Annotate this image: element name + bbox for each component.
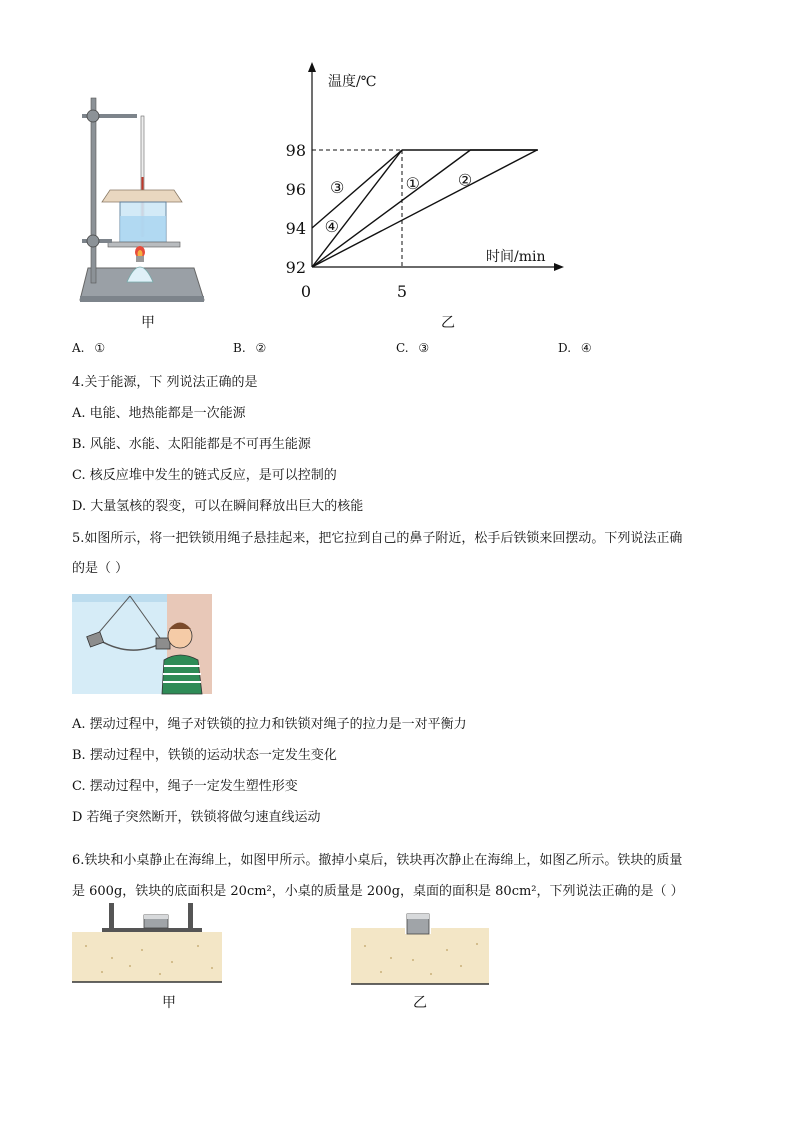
x-axis-label: 时间/min bbox=[486, 249, 546, 265]
heating-apparatus-figure bbox=[72, 92, 207, 307]
sponge-block-figure-yi bbox=[351, 900, 491, 986]
q3-option-a[interactable] bbox=[72, 341, 105, 355]
pendulum-lock-figure bbox=[72, 594, 212, 694]
q5-stem-line2: 的是（ ） bbox=[72, 561, 129, 576]
q5-option-c[interactable]: C. 摆动过程中，绳子一定发生塑性形变 bbox=[72, 779, 298, 794]
x-axis-arrow bbox=[554, 263, 564, 271]
q3-option-c-letter: C. bbox=[396, 341, 409, 355]
y-tick-label: 98 bbox=[285, 141, 306, 160]
q3-option-b-letter: B. bbox=[233, 341, 246, 355]
q4-option-b[interactable]: B. 风能、水能、太阳能都是不可再生能源 bbox=[72, 437, 311, 452]
q3-option-d-text: ④ bbox=[580, 341, 592, 355]
q3-option-d-letter: D. bbox=[558, 341, 572, 355]
q6-fig-yi-label: 乙 bbox=[413, 995, 427, 1011]
series-label-1: ① bbox=[405, 174, 420, 194]
figure-yi-label: 乙 bbox=[441, 315, 455, 331]
q6-fig-jia-label: 甲 bbox=[162, 995, 176, 1011]
q3-option-c[interactable] bbox=[396, 341, 429, 355]
temperature-time-chart bbox=[285, 62, 590, 302]
q5-stem-line1: 5.如图所示，将一把铁锁用绳子悬挂起来，把它拉到自己的鼻子附近，松手后铁锁来回摆动。下列说法正确 bbox=[72, 531, 683, 546]
y-axis-arrow bbox=[308, 62, 316, 72]
origin-label: 0 bbox=[300, 282, 312, 301]
q4-stem: 4.关于能源，下 列说法正确的是 bbox=[72, 375, 258, 390]
x-tick-label: 5 bbox=[396, 282, 408, 301]
series-line-4 bbox=[312, 150, 402, 267]
q5-option-d[interactable]: D 若绳子突然断开，铁锁将做匀速直线运动 bbox=[72, 810, 321, 825]
q5-option-a[interactable]: A. 摆动过程中，绳子对铁锁的拉力和铁锁对绳子的拉力是一对平衡力 bbox=[72, 717, 467, 732]
q6-stem-line1: 6.铁块和小桌静止在海绵上，如图甲所示。撤掉小桌后，铁块再次静止在海绵上，如图乙所示。铁块的质量 bbox=[72, 853, 683, 868]
q3-option-b-text: ② bbox=[255, 341, 267, 355]
series-label-3: ③ bbox=[330, 178, 345, 198]
q4-option-a[interactable]: A. 电能、地热能都是一次能源 bbox=[72, 406, 246, 421]
q4-option-c[interactable]: C. 核反应堆中发生的链式反应，是可以控制的 bbox=[72, 468, 337, 483]
y-tick-label: 96 bbox=[285, 180, 306, 199]
y-tick-label: 94 bbox=[285, 219, 306, 238]
y-tick-label: 92 bbox=[285, 258, 306, 277]
q3-option-d[interactable] bbox=[558, 341, 592, 355]
series-label-2: ② bbox=[457, 170, 473, 190]
y-axis-label: 温度/℃ bbox=[328, 74, 377, 90]
q3-option-a-letter: A. bbox=[72, 341, 85, 355]
q3-option-b[interactable] bbox=[233, 341, 266, 355]
sponge-table-figure-jia bbox=[72, 900, 224, 986]
q4-option-d[interactable]: D. 大量氢核的裂变，可以在瞬间释放出巨大的核能 bbox=[72, 499, 364, 514]
figure-jia-label: 甲 bbox=[141, 315, 155, 331]
q5-option-b[interactable]: B. 摆动过程中，铁锁的运动状态一定发生变化 bbox=[72, 748, 337, 763]
q6-stem-line2: 是 600g，铁块的底面积是 20cm²，小桌的质量是 200g，桌面的面积是 80cm²，下列说法正确的是（ ） bbox=[72, 884, 684, 899]
q3-option-c-text: ③ bbox=[418, 341, 430, 355]
q3-option-a-text: ① bbox=[94, 341, 106, 355]
series-label-4: ④ bbox=[324, 217, 339, 237]
